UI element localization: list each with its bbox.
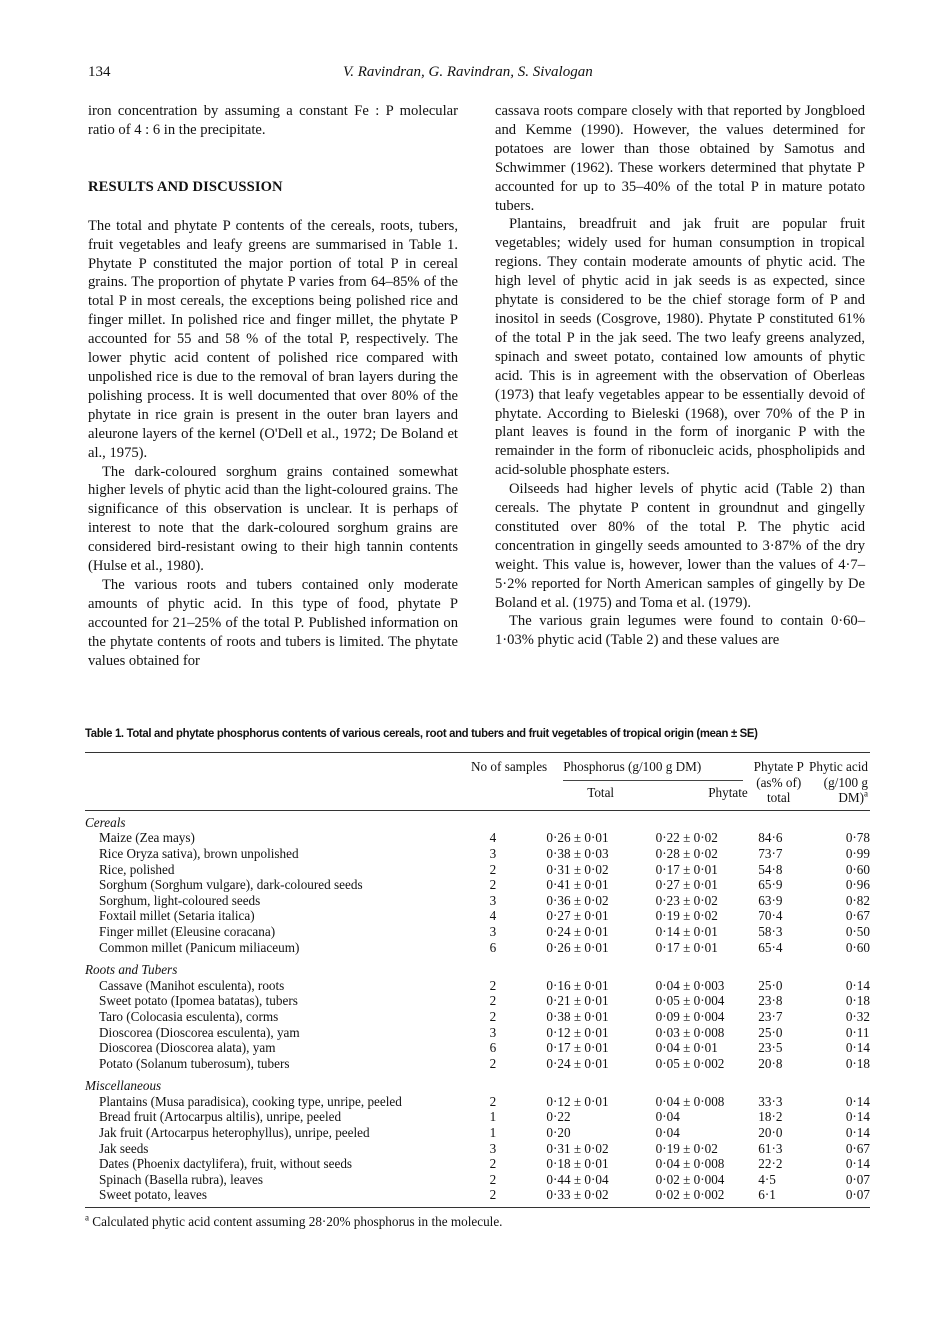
table-row <box>85 1141 870 1157</box>
intro-paragraph: iron concentration by assuming a constant Fe : P molecular ratio of 4 : 6 in the precipitate. <box>88 103 458 138</box>
phytate-pct: 25·0 <box>758 1024 783 1040</box>
food-name: Taro (Colocasia esculenta), corms <box>99 1008 279 1024</box>
food-name: Sweet potato (Ipomea batatas), tubers <box>99 993 298 1009</box>
right-column <box>495 102 865 650</box>
total-p: 0·24 ± 0·01 <box>546 1055 609 1071</box>
food-name: Dioscorea (Dioscorea alata), yam <box>99 1040 276 1056</box>
total-p: 0·12 ± 0·01 <box>546 1024 609 1040</box>
n-samples: 6 <box>489 939 497 955</box>
phytate-p: 0·22 ± 0·02 <box>655 830 718 846</box>
n-samples: 2 <box>489 1093 497 1109</box>
table-row <box>85 1125 870 1141</box>
table-caption: Table 1. Total and phytate phosphorus contents of various cereals, root and tubers and fruit vegetables of tropical origin (mean ± SE) <box>85 726 758 740</box>
n-samples: 1 <box>489 1109 497 1125</box>
table-row <box>85 877 870 893</box>
table-header-row <box>85 759 870 806</box>
phytic-acid: 0·82 <box>845 892 870 908</box>
food-name: Maize (Zea mays) <box>99 830 195 846</box>
food-name: Rice, polished <box>99 861 175 877</box>
table-bottom-rule <box>85 1207 870 1208</box>
phytate-p: 0·02 ± 0·002 <box>655 1187 725 1203</box>
table-row <box>85 1172 870 1188</box>
total-p: 0·12 ± 0·01 <box>546 1093 609 1109</box>
paragraph: The various roots and tubers contained only moderate amounts of phytic acid. In this type of food, phytate P accounted for 21–25% of the total P. Published information on the phytate contents of roots and tubers is limited. The phytate values obtained for <box>88 576 458 669</box>
phytic-acid: 0·14 <box>845 1125 870 1141</box>
total-p: 0·21 ± 0·01 <box>546 993 609 1009</box>
table-group-header <box>85 955 870 978</box>
total-p: 0·27 ± 0·01 <box>546 908 609 924</box>
phytic-acid: 0·14 <box>845 1040 870 1056</box>
table-row <box>85 846 870 862</box>
phytic-acid: 0·60 <box>845 939 870 955</box>
phytic-acid: 0·14 <box>845 1109 870 1125</box>
phytic-acid: 0·11 <box>845 1024 870 1040</box>
phytic-acid: 0·67 <box>845 908 870 924</box>
phytate-pct: 65·4 <box>758 939 783 955</box>
table-row <box>85 993 870 1009</box>
phytate-pct: 25·0 <box>758 977 783 993</box>
phytate-p: 0·04 ± 0·01 <box>655 1040 718 1056</box>
food-name: Dates (Phoenix dactylifera), fruit, without seeds <box>99 1156 353 1172</box>
n-samples: 2 <box>489 1156 497 1172</box>
food-name: Sorghum (Sorghum vulgare), dark-coloured seeds <box>99 877 363 893</box>
phytate-p: 0·04 ± 0·008 <box>655 1156 725 1172</box>
phytate-p: 0·04 ± 0·003 <box>655 977 725 993</box>
table-row <box>85 924 870 940</box>
phytate-pct: 73·7 <box>758 845 783 861</box>
total-p: 0·38 ± 0·03 <box>546 845 609 861</box>
food-name: Potato (Solanum tuberosum), tubers <box>99 1055 290 1071</box>
phytate-p: 0·19 ± 0·02 <box>655 1140 718 1156</box>
table-row <box>85 893 870 909</box>
phytate-p: 0·14 ± 0·01 <box>655 923 718 939</box>
n-samples: 1 <box>489 1125 497 1141</box>
table-group-header <box>85 811 870 831</box>
food-name: Cassave (Manihot esculenta), roots <box>99 977 285 993</box>
phytic-acid: 0·14 <box>845 1156 870 1172</box>
running-head-authors: V. Ravindran, G. Ravindran, S. Sivalogan <box>343 64 593 80</box>
phytic-acid: 0·99 <box>845 845 870 861</box>
phytate-pct: 23·5 <box>758 1040 783 1056</box>
n-samples: 2 <box>489 977 497 993</box>
phytate-pct: 61·3 <box>758 1140 783 1156</box>
table-row <box>85 1040 870 1056</box>
total-p: 0·31 ± 0·02 <box>546 861 609 877</box>
header-n-samples: No of samples <box>471 759 548 774</box>
total-p: 0·31 ± 0·02 <box>546 1140 609 1156</box>
phytic-acid: 0·50 <box>845 923 870 939</box>
table-row <box>85 1094 870 1110</box>
phytic-acid: 0·07 <box>845 1187 870 1203</box>
phytic-acid: 0·14 <box>845 977 870 993</box>
phytic-acid: 0·96 <box>845 877 870 893</box>
paragraph: Plantains, breadfruit and jak fruit are popular fruit vegetables; widely used for human consumption in tropical regions. They contain moderate amounts of phytic acid. The high level of phytic acid in jak seeds is as expected, since phytate is considered to be the chief storage form of P and inositol in seeds (Cosgrove, 1980). Phytate P constituted 61% of the total P in the jak seed. The two leafy greens analyzed, spinach and sweet potato, contained low amounts of phytic acid. This is in agreement with the observation of Oberleas (1973) that leafy vegetables appear to be essentially devoid of phytate. According to Bieleski (1968), over 70% of the P in plant leaves is found in the form of inorganic P with the remainder in the form of ribonucleic acids, phospholipids and acid-soluble phosphate esters. <box>495 216 865 479</box>
phytic-acid: 0·67 <box>845 1140 870 1156</box>
phytate-pct: 18·2 <box>758 1109 783 1125</box>
total-p: 0·26 ± 0·01 <box>546 939 609 955</box>
phytate-p: 0·04 <box>655 1109 680 1125</box>
total-p: 0·18 ± 0·01 <box>546 1156 609 1172</box>
n-samples: 2 <box>489 1008 497 1024</box>
n-samples: 3 <box>489 1024 497 1040</box>
phytate-p: 0·03 ± 0·008 <box>655 1024 725 1040</box>
food-name: Common millet (Panicum miliaceum) <box>99 939 300 955</box>
header-phosphorus <box>547 759 749 806</box>
n-samples: 3 <box>489 845 497 861</box>
phytate-p: 0·19 ± 0·02 <box>655 908 718 924</box>
header-phytate: Phytate <box>708 784 748 800</box>
table-row <box>85 1187 870 1203</box>
phytate-p: 0·05 ± 0·002 <box>655 1055 725 1071</box>
table-row <box>85 908 870 924</box>
paragraph: The dark-coloured sorghum grains contained somewhat higher levels of phytic acid than the light-coloured grains. The significance of this observation is unclear. It is perhaps of interest to note that the dark-coloured sorghum grains are considered bird-resistant owing to their high tannin contents (Hulse et al., 1980). <box>88 463 458 575</box>
n-samples: 3 <box>489 1140 497 1156</box>
table-1 <box>85 726 870 1230</box>
phytate-pct: 33·3 <box>758 1093 783 1109</box>
header-phytic-acid: Phytic acid (g/100 g DM)$^a$ <box>809 759 868 806</box>
phytate-p: 0·17 ± 0·01 <box>655 861 718 877</box>
n-samples: 2 <box>489 1187 497 1203</box>
phytic-acid: 0·32 <box>845 1008 870 1024</box>
total-p: 0·36 ± 0·02 <box>546 892 609 908</box>
total-p: 0·24 ± 0·01 <box>546 923 609 939</box>
table-row <box>85 862 870 878</box>
paragraph: The various grain legumes were found to contain 0·60–1·03% phytic acid (Table 2) and these values are <box>495 613 865 649</box>
table-body <box>85 811 870 1203</box>
total-p: 0·16 ± 0·01 <box>546 977 609 993</box>
phytate-pct: 70·4 <box>758 908 783 924</box>
food-name: Dioscorea (Dioscorea esculenta), yam <box>99 1024 300 1040</box>
phytate-p: 0·27 ± 0·01 <box>655 877 718 893</box>
phytate-p: 0·05 ± 0·004 <box>655 993 725 1009</box>
food-name: Sweet potato, leaves <box>99 1187 208 1203</box>
table-row <box>85 1109 870 1125</box>
n-samples: 2 <box>489 1055 497 1071</box>
table-row <box>85 1009 870 1025</box>
data-table <box>85 759 870 806</box>
group-label: Miscellaneous <box>85 1078 162 1094</box>
phytic-acid: 0·18 <box>845 1055 870 1071</box>
phytate-pct: 23·8 <box>758 993 783 1009</box>
phytate-p: 0·04 ± 0·008 <box>655 1093 725 1109</box>
food-name: Jak fruit (Artocarpus heterophyllus), unripe, peeled <box>99 1125 370 1141</box>
phytate-pct: 58·3 <box>758 923 783 939</box>
phytate-p: 0·28 ± 0·02 <box>655 845 718 861</box>
phytate-p: 0·02 ± 0·004 <box>655 1171 725 1187</box>
food-name: Finger millet (Eleusine coracana) <box>99 923 276 939</box>
header-subcolumns <box>563 785 749 801</box>
header-total: Total <box>587 784 615 800</box>
section-heading: RESULTS AND DISCUSSION <box>88 178 283 195</box>
food-name: Jak seeds <box>99 1140 149 1156</box>
total-p: 0·22 <box>546 1109 571 1125</box>
header-divider <box>563 780 743 781</box>
n-samples: 2 <box>489 861 497 877</box>
phytate-pct: 22·2 <box>758 1156 783 1172</box>
header-phosphorus-label: Phosphorus (g/100 g DM) <box>563 759 702 774</box>
phytate-pct: 84·6 <box>758 830 783 846</box>
phytate-pct: 6·1 <box>758 1187 776 1203</box>
paragraph: Oilseeds had higher levels of phytic acid (Table 2) than cereals. The phytate P content in groundnut and gingelly constituted over 80% of the total P. The phytic acid concentration in gingelly seeds amounted to 3·87% of the dry weight. This value is, however, lower than the values of 4·7–5·2% reported for North American samples of gingelly by De Boland et al. (1975) and Toma et al. (1979). <box>495 481 865 611</box>
table-top-rule <box>85 752 870 753</box>
food-name: Foxtail millet (Setaria italica) <box>99 908 255 924</box>
table-group-header <box>85 1071 870 1094</box>
phytic-acid: 0·60 <box>845 861 870 877</box>
food-name: Plantains (Musa paradisica), cooking type, unripe, peeled <box>99 1093 402 1109</box>
header-phytate-pct: Phytate P (as% of) total <box>753 759 804 806</box>
total-p: 0·41 ± 0·01 <box>546 877 609 893</box>
phytate-pct: 63·9 <box>758 892 783 908</box>
table-row <box>85 940 870 956</box>
table-row <box>85 1025 870 1041</box>
phytate-p: 0·23 ± 0·02 <box>655 892 718 908</box>
n-samples: 2 <box>489 877 497 893</box>
table-footnote: $^a$ Calculated phytic acid content assuming 28·20% phosphorus in the molecule. <box>85 1212 503 1230</box>
n-samples: 2 <box>489 993 497 1009</box>
phytate-pct: 20·0 <box>758 1125 783 1141</box>
phytate-pct: 20·8 <box>758 1055 783 1071</box>
left-column <box>88 102 458 670</box>
table-row <box>85 978 870 994</box>
group-label: Cereals <box>85 814 126 830</box>
phytate-p: 0·04 <box>655 1125 680 1141</box>
n-samples: 4 <box>489 830 497 846</box>
phytate-pct: 54·8 <box>758 861 783 877</box>
total-p: 0·20 <box>546 1125 571 1141</box>
food-name: Sorghum, light-coloured seeds <box>99 892 261 908</box>
total-p: 0·38 ± 0·01 <box>546 1008 609 1024</box>
page-number: 134 <box>88 64 111 80</box>
total-p: 0·26 ± 0·01 <box>546 830 609 846</box>
phytic-acid: 0·78 <box>845 830 870 846</box>
total-p: 0·17 ± 0·01 <box>546 1040 609 1056</box>
paragraph: The total and phytate P contents of the cereals, roots, tubers, fruit vegetables and leafy greens are summarised in Table 1. Phytate P constituted the major portion of total P in cereal grains. The proportion of phytate P varies from 64–85% of the total P in most cereals, the exceptions being polished rice and finger millet. In polished rice and finger millet, the phytate P accounted for 55 and 58 % of the total P, respectively. The lower phytic acid content of polished rice compared with unpolished rice is due to the removal of bran layers during the polishing process. It is well documented that over 80% of the phytate in rice grain is present in the outer bran layers and aleurone layers of the kernel (O'Dell et al., 1972; De Boland et al., 1975). <box>88 217 458 461</box>
table-row <box>85 1156 870 1172</box>
total-p: 0·33 ± 0·02 <box>546 1187 609 1203</box>
phytate-p: 0·17 ± 0·01 <box>655 939 718 955</box>
phytate-pct: 65·9 <box>758 877 783 893</box>
phytic-acid: 0·18 <box>845 993 870 1009</box>
phytate-p: 0·09 ± 0·004 <box>655 1008 725 1024</box>
table-row <box>85 830 870 846</box>
phytate-pct: 23·7 <box>758 1008 783 1024</box>
phytic-acid: 0·14 <box>845 1093 870 1109</box>
n-samples: 4 <box>489 908 497 924</box>
n-samples: 2 <box>489 1171 497 1187</box>
group-label: Roots and Tubers <box>85 962 178 978</box>
total-p: 0·44 ± 0·04 <box>546 1171 609 1187</box>
food-name: Bread fruit (Artocarpus altilis), unripe, peeled <box>99 1109 342 1125</box>
paragraph: cassava roots compare closely with that reported by Jongbloed and Kemme (1990). However, the values determined for potatoes are lower than those obtained by Samotus and Schwimmer (1962). These workers determined that phytate P accounted for up to 35–40% of the total P in mature potato tubers. <box>495 103 865 214</box>
footnote-marker: a <box>864 788 868 799</box>
n-samples: 3 <box>489 892 497 908</box>
food-name: Spinach (Basella rubra), leaves <box>99 1171 264 1187</box>
n-samples: 6 <box>489 1040 497 1056</box>
n-samples: 3 <box>489 923 497 939</box>
table-row <box>85 1056 870 1072</box>
phytic-acid: 0·07 <box>845 1171 870 1187</box>
food-name: Rice Oryza sativa), brown unpolished <box>99 845 299 861</box>
phytate-pct: 4·5 <box>758 1171 776 1187</box>
